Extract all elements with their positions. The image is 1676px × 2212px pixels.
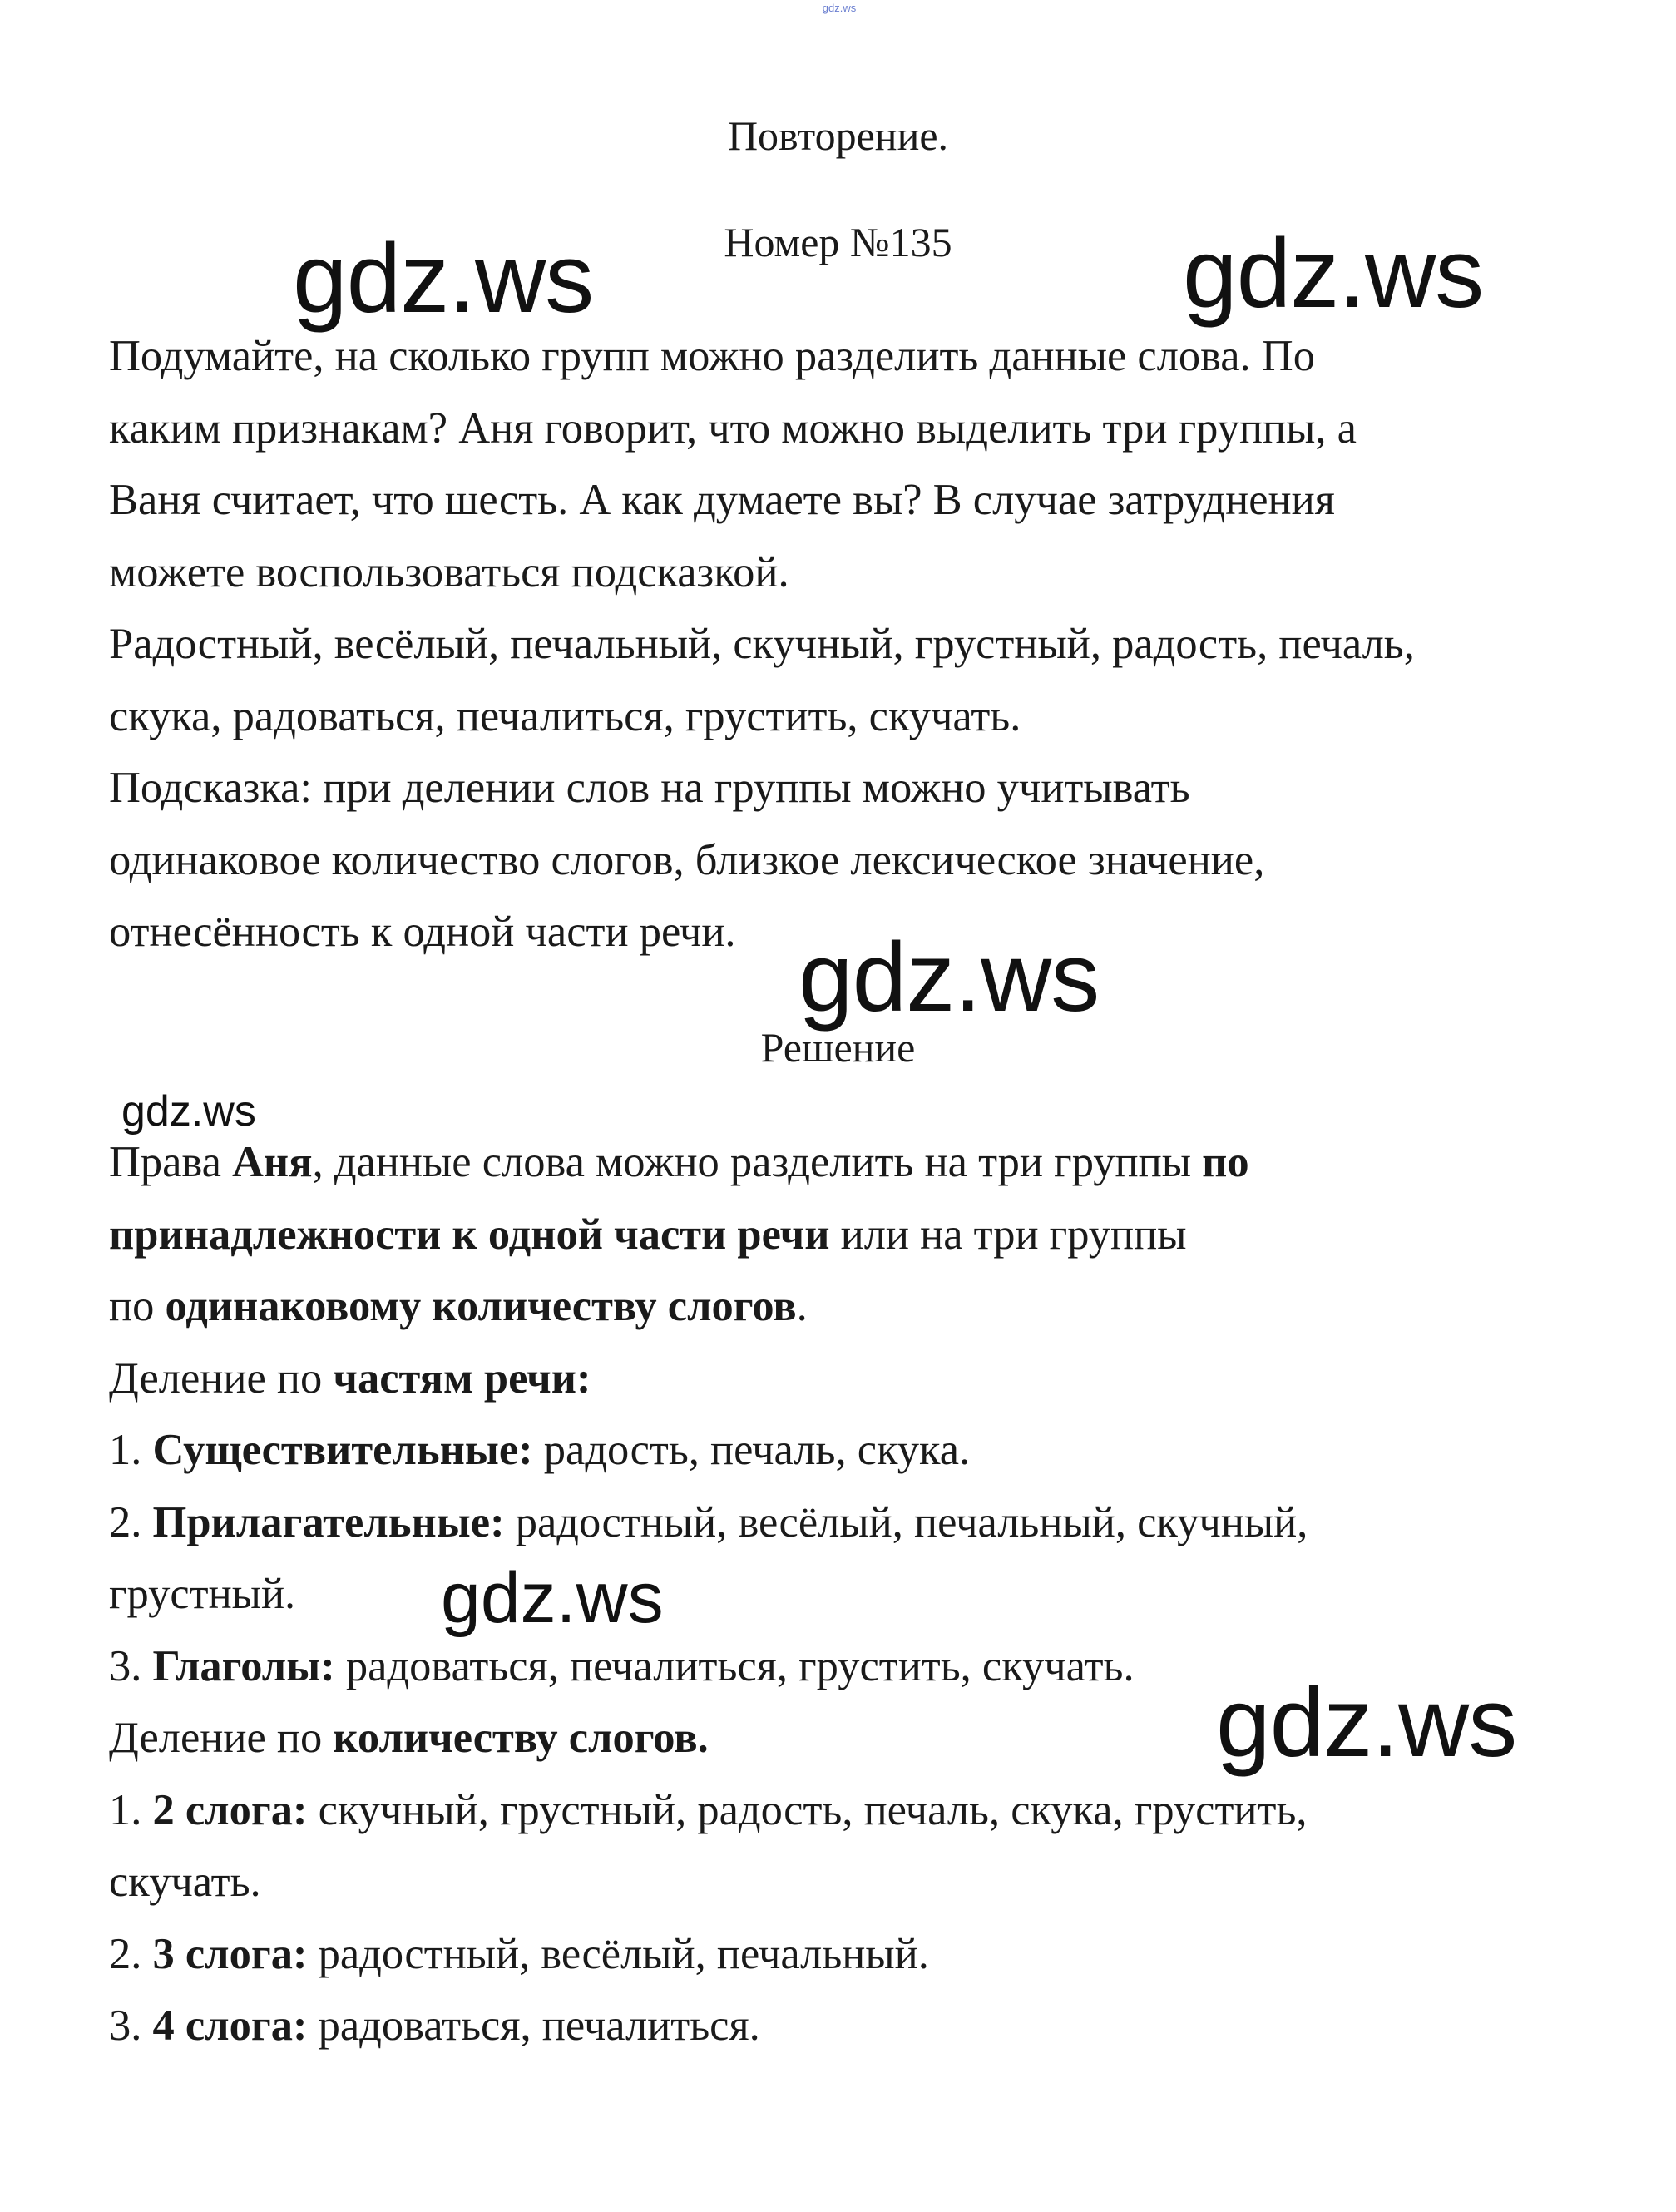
syllables-item: 2. 3 слога: радостный, весёлый, печальный. (109, 1929, 929, 1978)
watermark: gdz.ws (441, 1558, 664, 1638)
syllables-item: 3. 4 слога: радоваться, печалиться. (109, 2002, 760, 2050)
pos-item: 2. Прилагательные: радостный, весёлый, печальный, скучный, (109, 1497, 1308, 1546)
task-line: каким признакам? Аня говорит, что можно выделить три группы, а (109, 403, 1357, 453)
task-line: одинаковое количество слогов, близкое лексическое значение, (109, 835, 1265, 884)
solution-intro-line: Права Аня, данные слова можно разделить на три группы по (109, 1138, 1249, 1186)
task-line: отнесённость к одной части речи. (109, 908, 736, 956)
syllables-item: 1. 2 слога: скучный, грустный, радость, печаль, скука, грустить, (109, 1785, 1308, 1834)
pos-item-cont: грустный. (109, 1570, 296, 1618)
solution-text (109, 1126, 1589, 2062)
task-line: можете воспользоваться подсказкой. (109, 547, 789, 596)
syllables-item-cont: скучать. (109, 1858, 261, 1906)
solution-intro-line: по одинаковому количеству слогов. (109, 1282, 808, 1330)
solution-intro-line: принадлежности к одной части речи или на три группы (109, 1210, 1187, 1259)
task-text (109, 320, 1589, 968)
task-line: Радостный, весёлый, печальный, скучный, грустный, радость, печаль, (109, 620, 1415, 668)
task-number: Номер №135 (724, 219, 952, 265)
section-title: Повторение. (727, 112, 949, 159)
task-line: Подсказка: при делении слов на группы можно учитывать (109, 764, 1190, 812)
watermark: gdz.ws (798, 923, 1100, 1032)
task-line: Ваня считает, что шесть. А как думаете вы? В случае затруднения (109, 476, 1335, 524)
task-line: Подумайте, на сколько групп можно разделить данные слова. По (109, 332, 1315, 380)
solution-title: Решение (760, 1024, 916, 1071)
watermark: gdz.ws (121, 1087, 256, 1136)
pos-heading: Деление по частям речи: (109, 1353, 591, 1403)
pos-item: 3. Глаголы: радоваться, печалиться, грустить, скучать. (109, 1641, 1135, 1690)
watermark: gdz.ws (1183, 219, 1484, 329)
watermark-top: gdz.ws (822, 2, 857, 14)
pos-item: 1. Существительные: радость, печаль, скука. (109, 1426, 971, 1474)
watermark: gdz.ws (293, 224, 594, 334)
watermark: gdz.ws (1216, 1668, 1517, 1778)
syllables-heading: Деление по количеству слогов. (109, 1714, 709, 1762)
task-line: скука, радоваться, печалиться, грустить, скучать. (109, 691, 1021, 740)
